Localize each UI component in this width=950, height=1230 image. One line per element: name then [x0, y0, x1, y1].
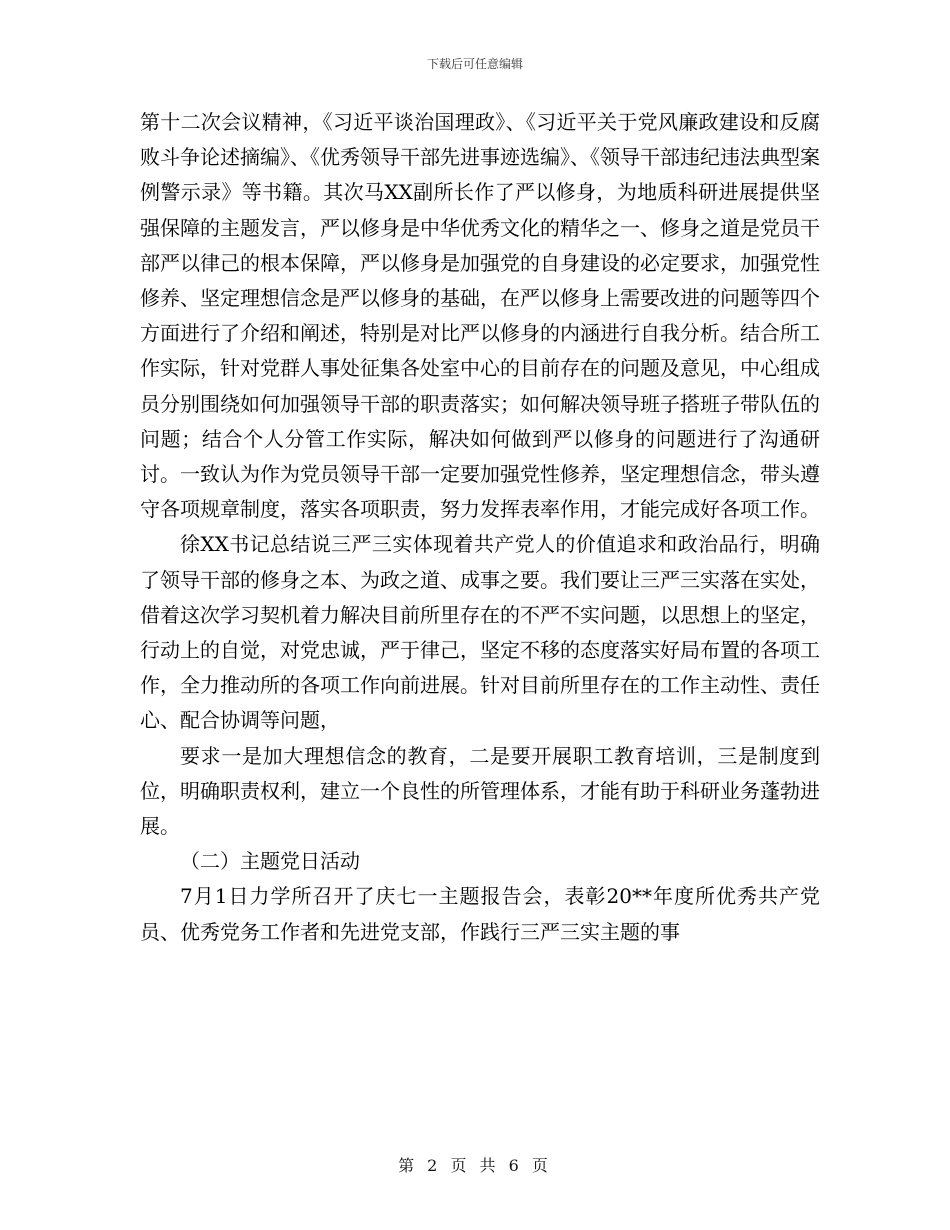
paragraph-requirements: 要求一是加大理想信念的教育，二是要开展职工教育培训，三是制度到位，明确职责权利，建立一个良性的所管理体系，才能有助于科研业务蓬勃进展。 — [140, 743, 820, 839]
page-header-note: 下载后可任意编辑 — [426, 57, 523, 71]
paragraph-activity: 7月1日力学所召开了庆七一主题报告会，表彰20**年度所优秀共产党员、优秀党务工作者和先进党支部，作践行三严三实主题的事 — [140, 884, 820, 944]
section-heading: （二）主题党日活动 — [180, 849, 360, 874]
document-body — [140, 105, 820, 950]
paragraph-continuation: 第十二次会议精神，《习近平谈治国理政》、《习近平关于党风廉政建设和反腐败斗争论述摘编》、《优秀领导干部先进事迹选编》、《领导干部违纪违法典型案例警示录》等书籍。其次马XX副所长作了严以修身，为地质科研进展提供坚强保障的主题发言，严以修身是中华优秀文化的精华之一、修身之道是党员干部严以律己的根本保障，严以修身是加强党的自身建设的必定要求，加强党性修养、坚定理想信念是严以修身的基础，在严以修身上需要改进的问题等四个方面进行了介绍和阐述，特别是对比严以修身的内涵进行自我分析。结合所工作实际，针对党群人事处征集各处室中心的目前存在的问题及意见，中心组成员分别围绕如何加强领导干部的职责落实；如何解决领导班子搭班子带队伍的问题；结合个人分管工作实际，解决如何做到严以修身的问题进行了沟通研讨。一致认为作为党员领导干部一定要加强党性修养，坚定理想信念，带头遵守各项规章制度，落实各项职责，努力发挥表率作用，才能完成好各项工作。 — [140, 110, 820, 522]
paragraph-summary: 徐XX书记总结说三严三实体现着共产党人的价值追求和政治品行，明确了领导干部的修身之本、为政之道、成事之要。我们要让三严三实落在实处，借着这次学习契机着力解决目前所里存在的不严不实问题，以思想上的坚定，行动上的自觉，对党忠诚，严于律己，坚定不移的态度落实好局布置的各项工作，全力推动所的各项工作向前进展。针对目前所里存在的工作主动性、责任心、配合协调等问题， — [140, 532, 820, 733]
page-number: 第 2 页 共 6 页 — [398, 1156, 552, 1175]
